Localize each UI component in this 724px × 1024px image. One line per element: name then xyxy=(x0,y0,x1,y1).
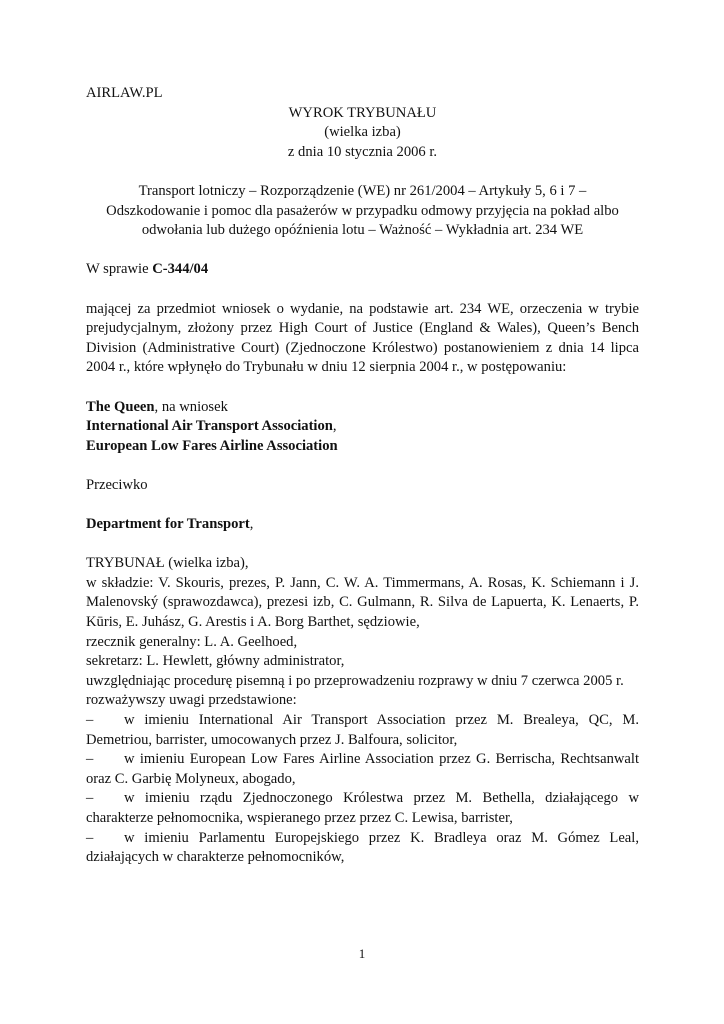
procedure-statement: uwzględniając procedurę pisemną i po przeprowadzeniu rozprawy w dniu 7 czerwca 2005 r. xyxy=(86,672,624,689)
claimant-suffix: , na wniosek xyxy=(154,398,228,415)
case-number: C-344/04 xyxy=(152,261,209,278)
applicant-name: International Air Transport Association xyxy=(86,418,333,435)
list-dash: – xyxy=(86,751,94,768)
page-number: 1 xyxy=(358,946,366,961)
court-composition: w składzie: V. Skouris, prezes, P. Jann, C. W. A. Timmermans, A. Rosas, K. Schiemann i J. Malenovský (sprawozdawca), prezesi izb, C. Gulmann, R. Silva de Lapuerta, K. Lenaerts, P. Kūris, E. Juhász, G. Arestis i A. Borg Barthet, sędziowie, xyxy=(86,574,639,631)
defendant-suffix: , xyxy=(249,516,254,533)
defendant-line xyxy=(86,515,639,535)
claimant-name: The Queen xyxy=(86,398,155,415)
observation-item xyxy=(86,789,639,828)
list-dash: – xyxy=(86,790,94,807)
court-name: TRYBUNAŁ (wielka izba), xyxy=(86,555,249,572)
observation-text: w imieniu European Low Fares Airline Association przez G. Berrischa, Rechtsanwalt oraz C. Garbię Molyneux, abogado, xyxy=(86,751,639,787)
observation-text: w imieniu International Air Transport Association przez M. Brealeya, QC, M. Demetriou, barrister, umocowanych przez J. Balfoura, solicitor, xyxy=(86,712,639,748)
observation-item xyxy=(86,829,639,868)
keywords-block xyxy=(86,182,639,241)
case-reference xyxy=(86,260,639,280)
applicant-suffix: , xyxy=(332,418,337,435)
applicant-line xyxy=(86,437,639,457)
observation-text: w imieniu rządu Zjednoczonego Królestwa przez M. Bethella, działającego w charakterze pełnomocnika, wspieranego przez przez C. Lewisa, barrister, xyxy=(86,790,639,826)
judgment-date: z dnia 10 stycznia 2006 r. xyxy=(287,143,438,160)
chamber-label: (wielka izba) xyxy=(324,124,401,141)
site-name: AIRLAW.PL xyxy=(86,85,163,101)
advocate-general: rzecznik generalny: L. A. Geelhoed, xyxy=(86,633,298,650)
keywords-line: odwołania lub dużego opóźnienia lotu – Ważność – Wykładnia art. 234 WE xyxy=(141,222,584,239)
observation-item xyxy=(86,750,639,789)
versus-label: Przeciwko xyxy=(86,476,148,493)
keywords-line: Transport lotniczy – Rozporządzenie (WE) nr 261/2004 – Artykuły 5, 6 i 7 – xyxy=(138,182,587,199)
claimant-line xyxy=(86,398,639,418)
defendant-name: Department for Transport xyxy=(86,516,250,533)
keywords-line: Odszkodowanie i pomoc dla pasażerów w przypadku odmowy przyjęcia na pokład albo xyxy=(106,202,619,219)
document-page xyxy=(86,84,639,868)
observations-intro: rozważywszy uwagi przedstawione: xyxy=(86,692,297,709)
judgment-title: WYROK TRYBUNAŁU xyxy=(288,104,437,121)
applicant-line xyxy=(86,417,639,437)
registrar: sekretarz: L. Hewlett, główny administrator, xyxy=(86,653,345,670)
observation-item xyxy=(86,711,639,750)
applicant-name: European Low Fares Airline Association xyxy=(86,437,338,454)
subject-paragraph: mającej za przedmiot wniosek o wydanie, na podstawie art. 234 WE, orzeczenia w trybie prejudycjalnym, złożony przez High Court of Justice (England & Wales), Queen’s Bench Division (Administrative Court) (Zjednoczone Królestwo) postanowieniem z dnia 14 lipca 2004 r., które wpłynęło do Trybunału w dniu 12 sierpnia 2004 r., w postępowaniu: xyxy=(86,300,639,376)
list-dash: – xyxy=(86,712,94,728)
case-prefix: W sprawie xyxy=(86,261,149,278)
observation-text: w imieniu Parlamentu Europejskiego przez K. Bradleya oraz M. Gómez Leal, działających w charakterze pełnomocników, xyxy=(86,829,639,866)
list-dash: – xyxy=(86,829,94,846)
